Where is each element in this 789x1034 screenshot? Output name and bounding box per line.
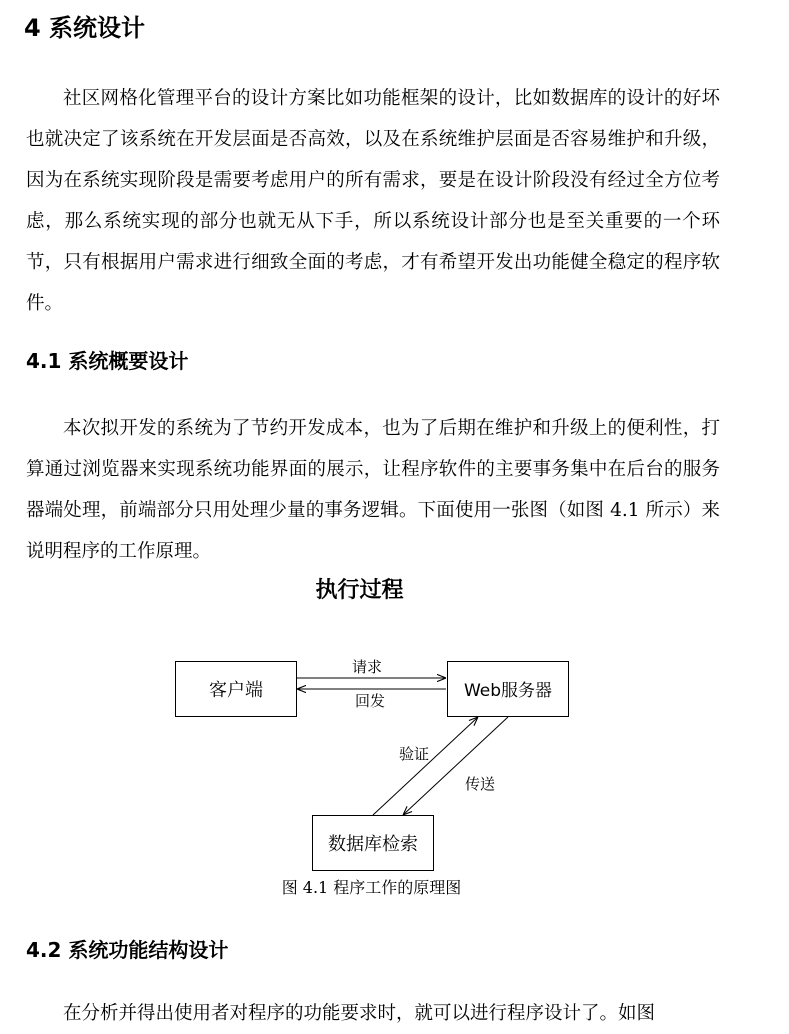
response-label: 回发 (354, 692, 386, 710)
section-4-2-heading: 4.2 系统功能结构设计 (26, 938, 229, 962)
section-4-1-heading: 4.1 系统概要设计 (26, 349, 189, 373)
chapter-heading: 4 系统设计 (24, 14, 146, 42)
transfer-arrow (403, 717, 508, 815)
web-server-node (448, 662, 569, 717)
web-server-node-label: Web服务器 (463, 681, 553, 701)
verify-label: 验证 (398, 745, 430, 763)
figure-title: 执行过程 (315, 578, 404, 603)
section-4-1-paragraph: 本次拟开发的系统为了节约开发成本，也为了后期在维护和升级上的便利性，打算通过浏览器来实现系统功能界面的展示，让程序软件的主要事务集中在后台的服务器端处理，前端部分只用处理少量的事务逻辑。下面使用一张图（如图 4.1 所示）来说明程序的工作原理。 (26, 418, 720, 562)
chapter-intro-paragraph: 社区网格化管理平台的设计方案比如功能框架的设计，比如数据库的设计的好坏也就决定了该系统在开发层面是否高效，以及在系统维护层面是否容易维护和升级，因为在系统实现阶段是需要考虑用户的所有需求，要是在设计阶段没有经过全方位考虑，那么系统实现的部分也就无从下手，所以系统设计部分也是至关重要的一个环节，只有根据用户需求进行细致全面的考虑，才有希望开发出功能健全稳定的程序软件。 (26, 88, 720, 314)
database-node-label: 数据库检索 (328, 834, 418, 855)
transfer-label: 传送 (464, 775, 496, 793)
figure-caption: 图 4.1 程序工作的原理图 (281, 878, 462, 897)
client-node (176, 662, 297, 717)
database-node (313, 816, 434, 871)
section-4-2-paragraph: 在分析并得出使用者对程序的功能要求时，就可以进行程序设计了。如图 (63, 1003, 656, 1024)
verify-arrow (373, 717, 478, 815)
client-node-label: 客户端 (209, 680, 263, 701)
request-label: 请求 (351, 658, 383, 676)
